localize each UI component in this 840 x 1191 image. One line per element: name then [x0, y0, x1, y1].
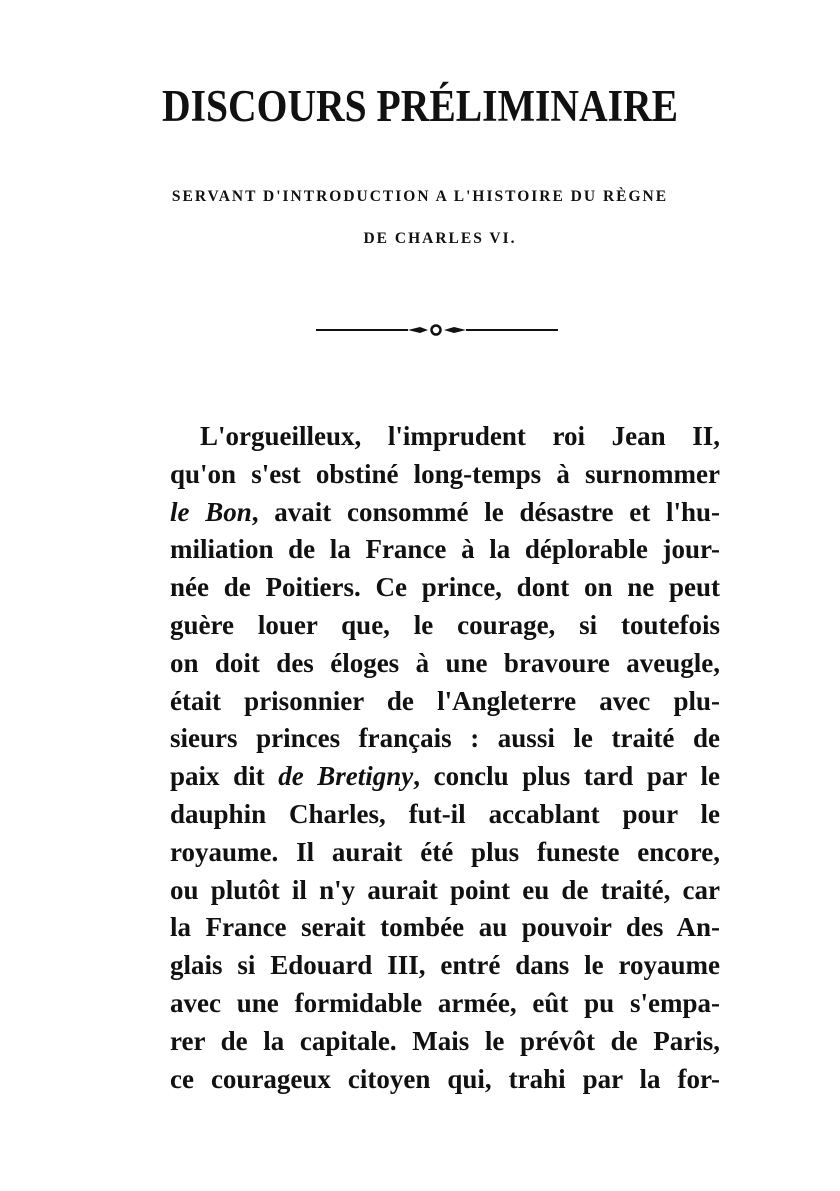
text-run: était prisonnier de l'Angleterre avec plu- — [170, 685, 720, 716]
text-run: paix dit — [170, 761, 279, 792]
text-line — [170, 1023, 720, 1061]
body-paragraph — [170, 418, 720, 1098]
italic-text: de Bretigny — [278, 761, 414, 792]
text-line — [170, 645, 720, 683]
text-line — [170, 531, 720, 569]
text-line — [170, 569, 720, 607]
text-run: ce courageux citoyen qui, trahi par la for- — [170, 1063, 720, 1094]
subtitle-line-2: DE CHARLES VI. — [363, 230, 517, 247]
text-run: qu'on s'est obstiné long-temps à surnommer — [170, 458, 720, 489]
text-line — [170, 494, 720, 532]
text-line — [170, 909, 720, 947]
text-line — [170, 456, 720, 494]
text-run: ou plutôt il n'y aurait point eu de traité, car — [170, 874, 720, 905]
subtitle-line-1: SERVANT D'INTRODUCTION A L'HISTOIRE DU RÈGNE — [171, 188, 669, 205]
text-line — [170, 607, 720, 645]
ornament-divider-icon — [316, 320, 558, 340]
italic-text: le Bon — [170, 496, 252, 527]
page-title: DISCOURS PRÉLIMINAIRE — [162, 81, 678, 131]
text-run: née de Poitiers. Ce prince, dont on ne peut — [170, 572, 720, 603]
text-run: royaume. Il aurait été plus funeste encore, — [170, 836, 720, 867]
text-line — [170, 758, 720, 796]
text-run: avec une formidable armée, eût pu s'empa- — [170, 987, 720, 1018]
text-run: miliation de la France à la déplorable jour- — [170, 534, 720, 565]
text-run: dauphin Charles, fut-il accablant pour le — [170, 798, 720, 829]
text-run: guère louer que, le courage, si toutefois — [170, 609, 720, 640]
text-run: sieurs princes français : aussi le traité de — [170, 723, 720, 754]
text-line — [170, 796, 720, 834]
text-line — [170, 985, 720, 1023]
text-run: L'orgueilleux, l'imprudent roi Jean II, — [200, 421, 720, 451]
text-run: on doit des éloges à une bravoure aveugle, — [170, 647, 720, 678]
text-line — [170, 720, 720, 758]
text-line — [170, 683, 720, 721]
text-line — [170, 872, 720, 910]
text-line — [170, 834, 720, 872]
text-run: glais si Edouard III, entré dans le royaume — [170, 950, 720, 981]
text-line — [170, 1061, 720, 1099]
text-run: , conclu plus tard par le — [413, 761, 720, 792]
text-run: rer de la capitale. Mais le prévôt de Paris, — [170, 1025, 720, 1056]
text-line — [170, 418, 720, 456]
text-run: la France serait tombée au pouvoir des An- — [170, 912, 720, 943]
text-run: , avait consommé le désastre et l'hu- — [251, 496, 720, 527]
text-line — [170, 947, 720, 985]
